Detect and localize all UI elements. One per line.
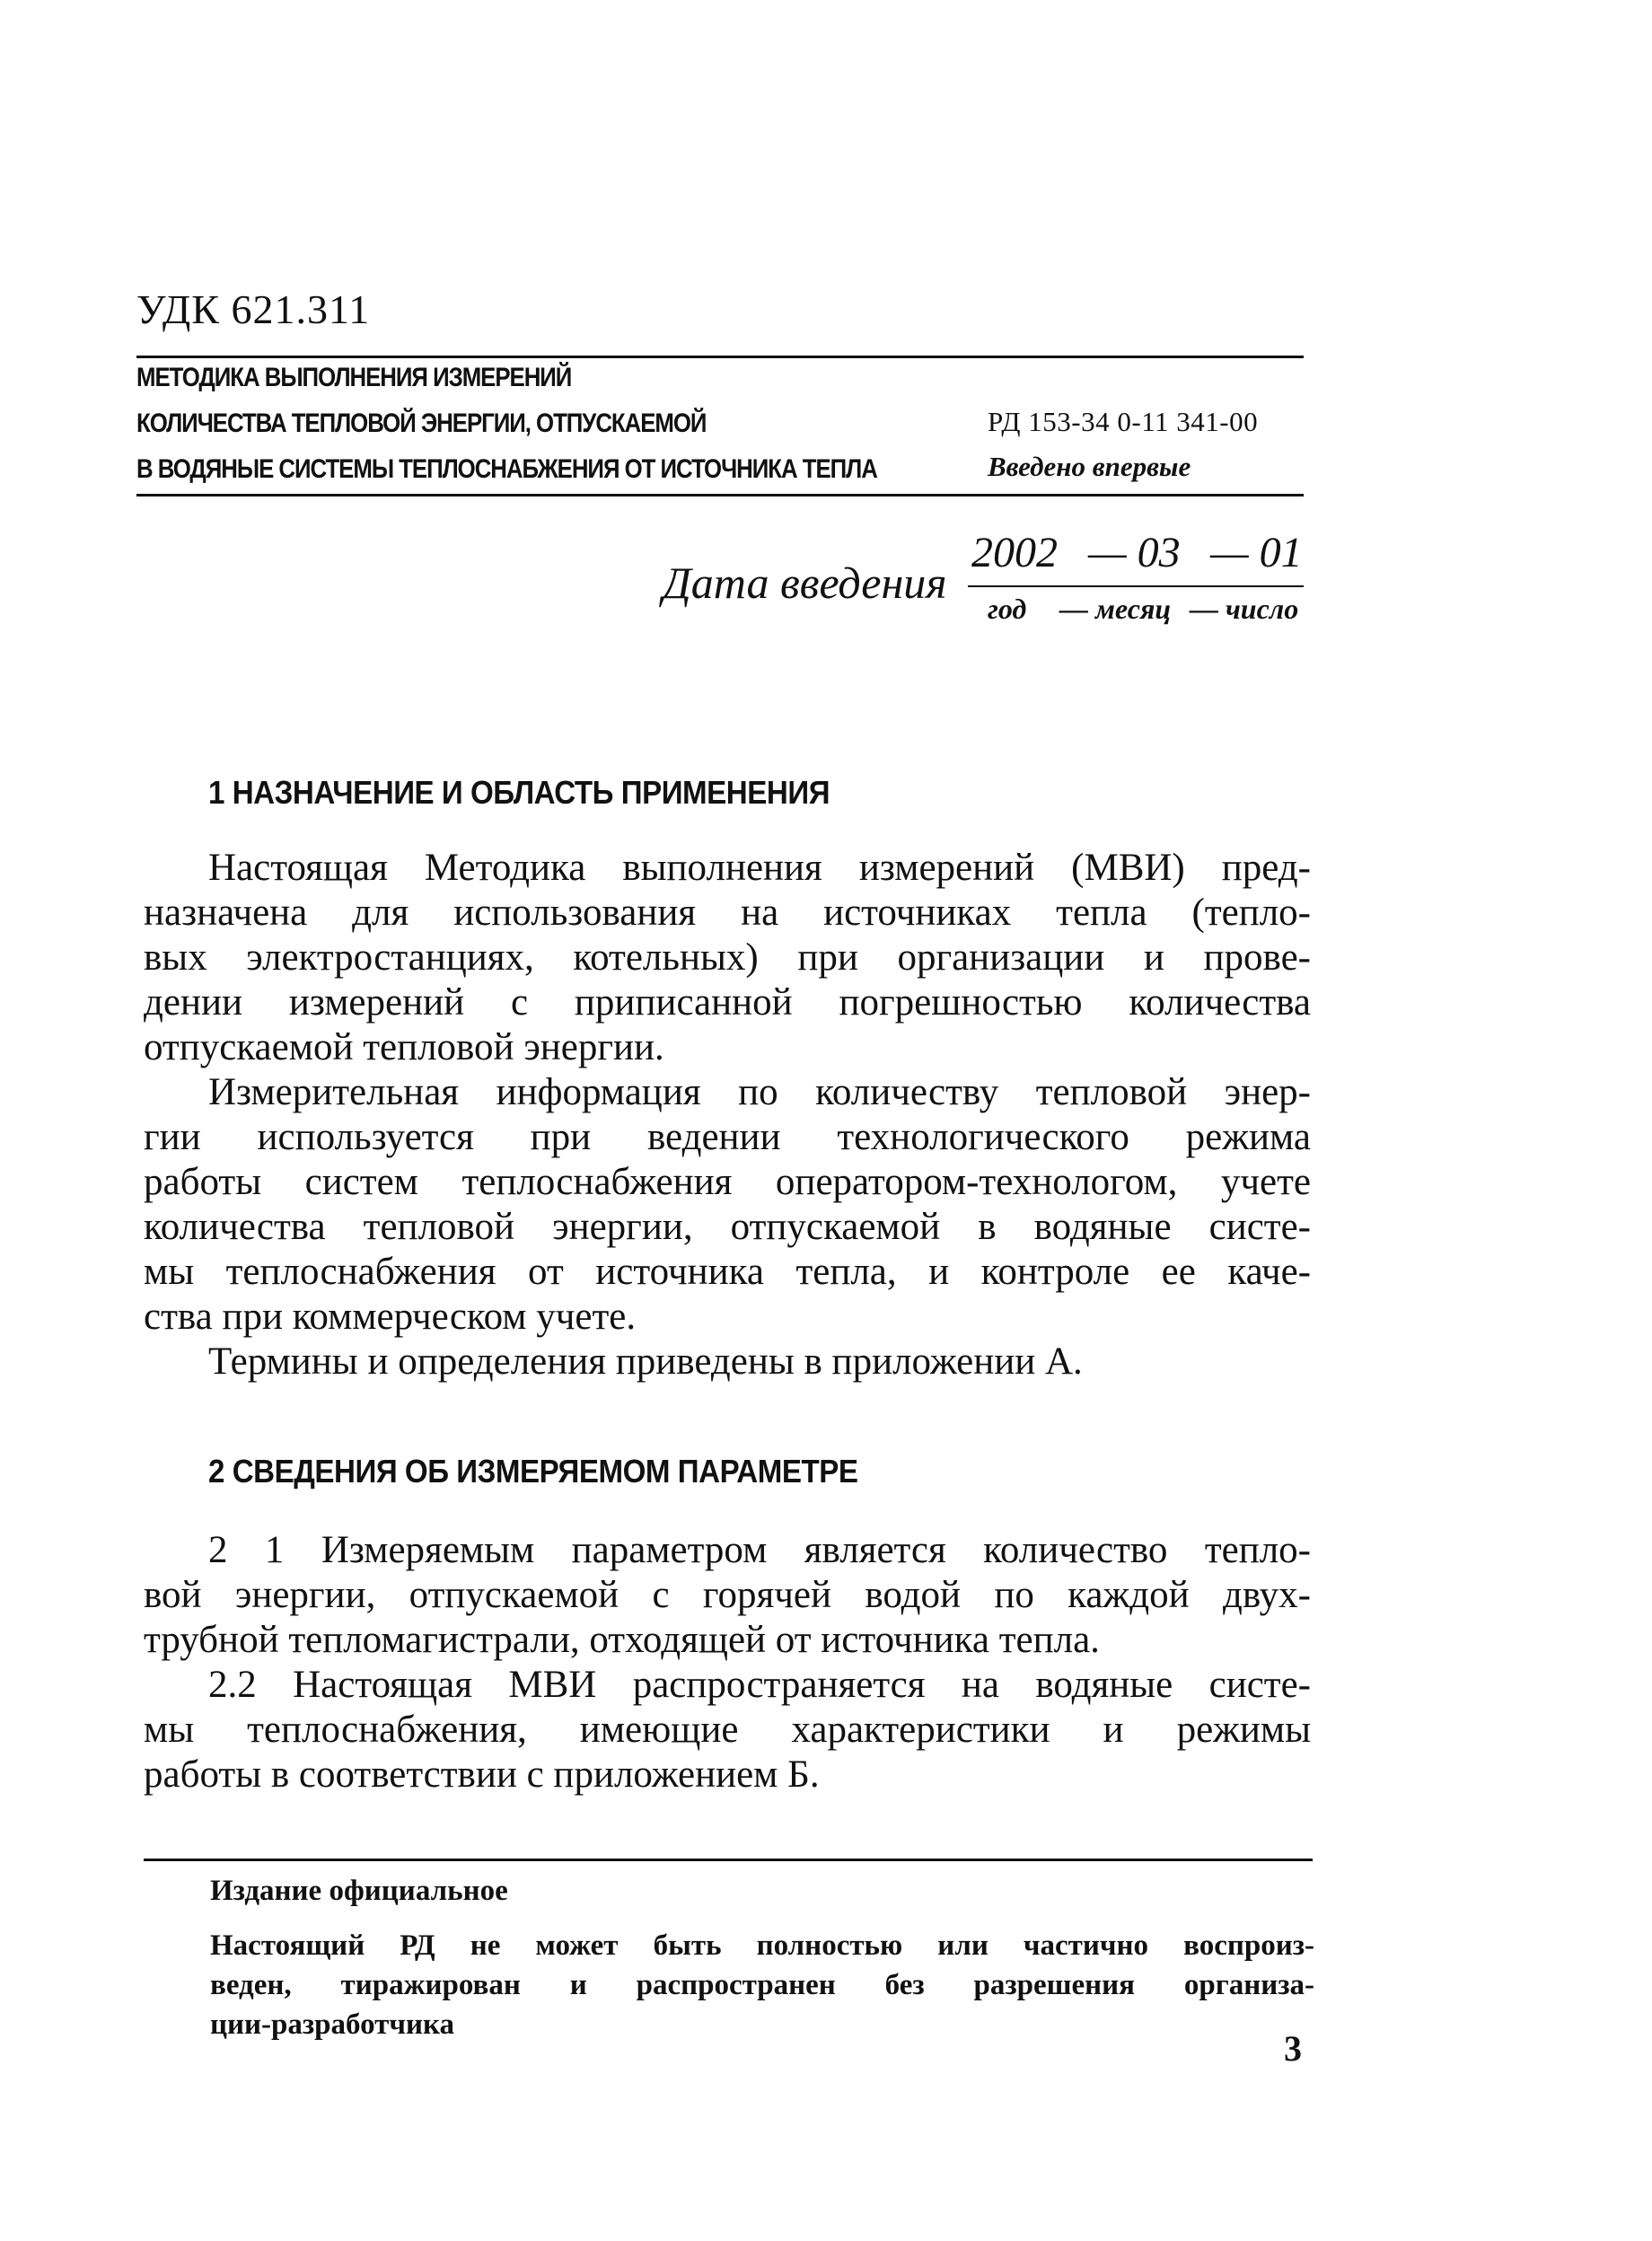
date-month: — 03 [1088,529,1181,576]
text-line: 2.2 Настоящая МВИ распространяется на водяные систе- [208,1664,1311,1706]
text-line: работы систем теплоснабжения оператором-технологом, учете [144,1161,1311,1203]
page-number: 3 [1284,2028,1302,2069]
text-line: назначена для использования на источниках тепла (тепло- [144,892,1311,934]
section-2-paragraph-1 [144,1528,1311,1663]
text-line: 2 1 Измеряемым параметром является количество тепло- [208,1529,1311,1571]
date-rule [968,585,1304,587]
date-year: 2002 [971,529,1058,576]
section-1-heading: 1 НАЗНАЧЕНИЕ И ОБЛАСТЬ ПРИМЕНЕНИЯ [208,774,830,811]
date-caption-month: — месяц [1059,593,1172,625]
footnote-rule [144,1859,1313,1861]
text-line: Настоящий РД не может быть полностью или частично воспроиз- [210,1929,1314,1962]
section-1-paragraph-1 [144,846,1311,1070]
text-line: мы теплоснабжения, имеющие характеристики и режимы [144,1709,1311,1751]
official-edition-label: Издание официальное [210,1875,508,1907]
text-line: отпускаемой тепловой энергии. [144,1026,664,1068]
text-line: Термины и определения приведены в приложении А. [208,1340,1083,1383]
section-1-paragraph-3 [144,1340,1311,1384]
header-top-rule [136,356,1304,358]
date-day: — 01 [1210,529,1303,576]
copyright-notice [210,1926,1314,2044]
text-line: ства при коммерческом учете. [144,1296,637,1338]
title-line-3: В ВОДЯНЫЕ СИСТЕМЫ ТЕПЛОСНАБЖЕНИЯ ОТ ИСТОЧНИКА ТЕПЛА [136,454,877,484]
header-bottom-rule [136,494,1304,497]
text-line: мы теплоснабжения от источника тепла, и контроле ее каче- [144,1251,1311,1293]
section-1-paragraph-2 [144,1070,1311,1340]
text-line: количества тепловой энергии, отпускаемой в водяные систе- [144,1206,1311,1248]
text-line: трубной тепломагистрали, отходящей от источника тепла. [144,1619,1100,1661]
udk-code: УДК 621.311 [136,286,371,332]
text-line: Измерительная информация по количеству тепловой энер- [208,1071,1311,1113]
document-code: РД 153-34 0-11 341-00 [988,406,1259,437]
text-line: дении измерений с приписанной погрешностью количества [144,981,1311,1024]
date-caption-year: год [988,593,1027,625]
text-line: вой энергии, отпускаемой с горячей водой по каждой двух- [144,1574,1311,1616]
date-caption-day: — число [1190,593,1299,625]
title-line-1: МЕТОДИКА ВЫПОЛНЕНИЯ ИЗМЕРЕНИЙ [136,363,572,392]
title-line-2: КОЛИЧЕСТВА ТЕПЛОВОЙ ЭНЕРГИИ, ОТПУСКАЕМОЙ [136,409,707,438]
text-line: гии используется при ведении технологического режима [144,1116,1311,1158]
text-line: Настоящая Методика выполнения измерений (МВИ) пред- [208,847,1311,889]
section-2-paragraph-2 [144,1663,1311,1797]
text-line: вых электростанциях, котельных) при организации и прове- [144,936,1311,979]
text-line: работы в соответствии с приложением Б. [144,1753,820,1796]
text-line: ции-разработчика [210,2008,454,2041]
section-2-heading: 2 СВЕДЕНИЯ ОБ ИЗМЕРЯЕМОМ ПАРАМЕТРЕ [208,1453,858,1490]
text-line: веден, тиражирован и распространен без разрешения организа- [210,1969,1314,2001]
introduced-note: Введено впервые [988,451,1191,482]
date-label: Дата введения [663,558,947,608]
